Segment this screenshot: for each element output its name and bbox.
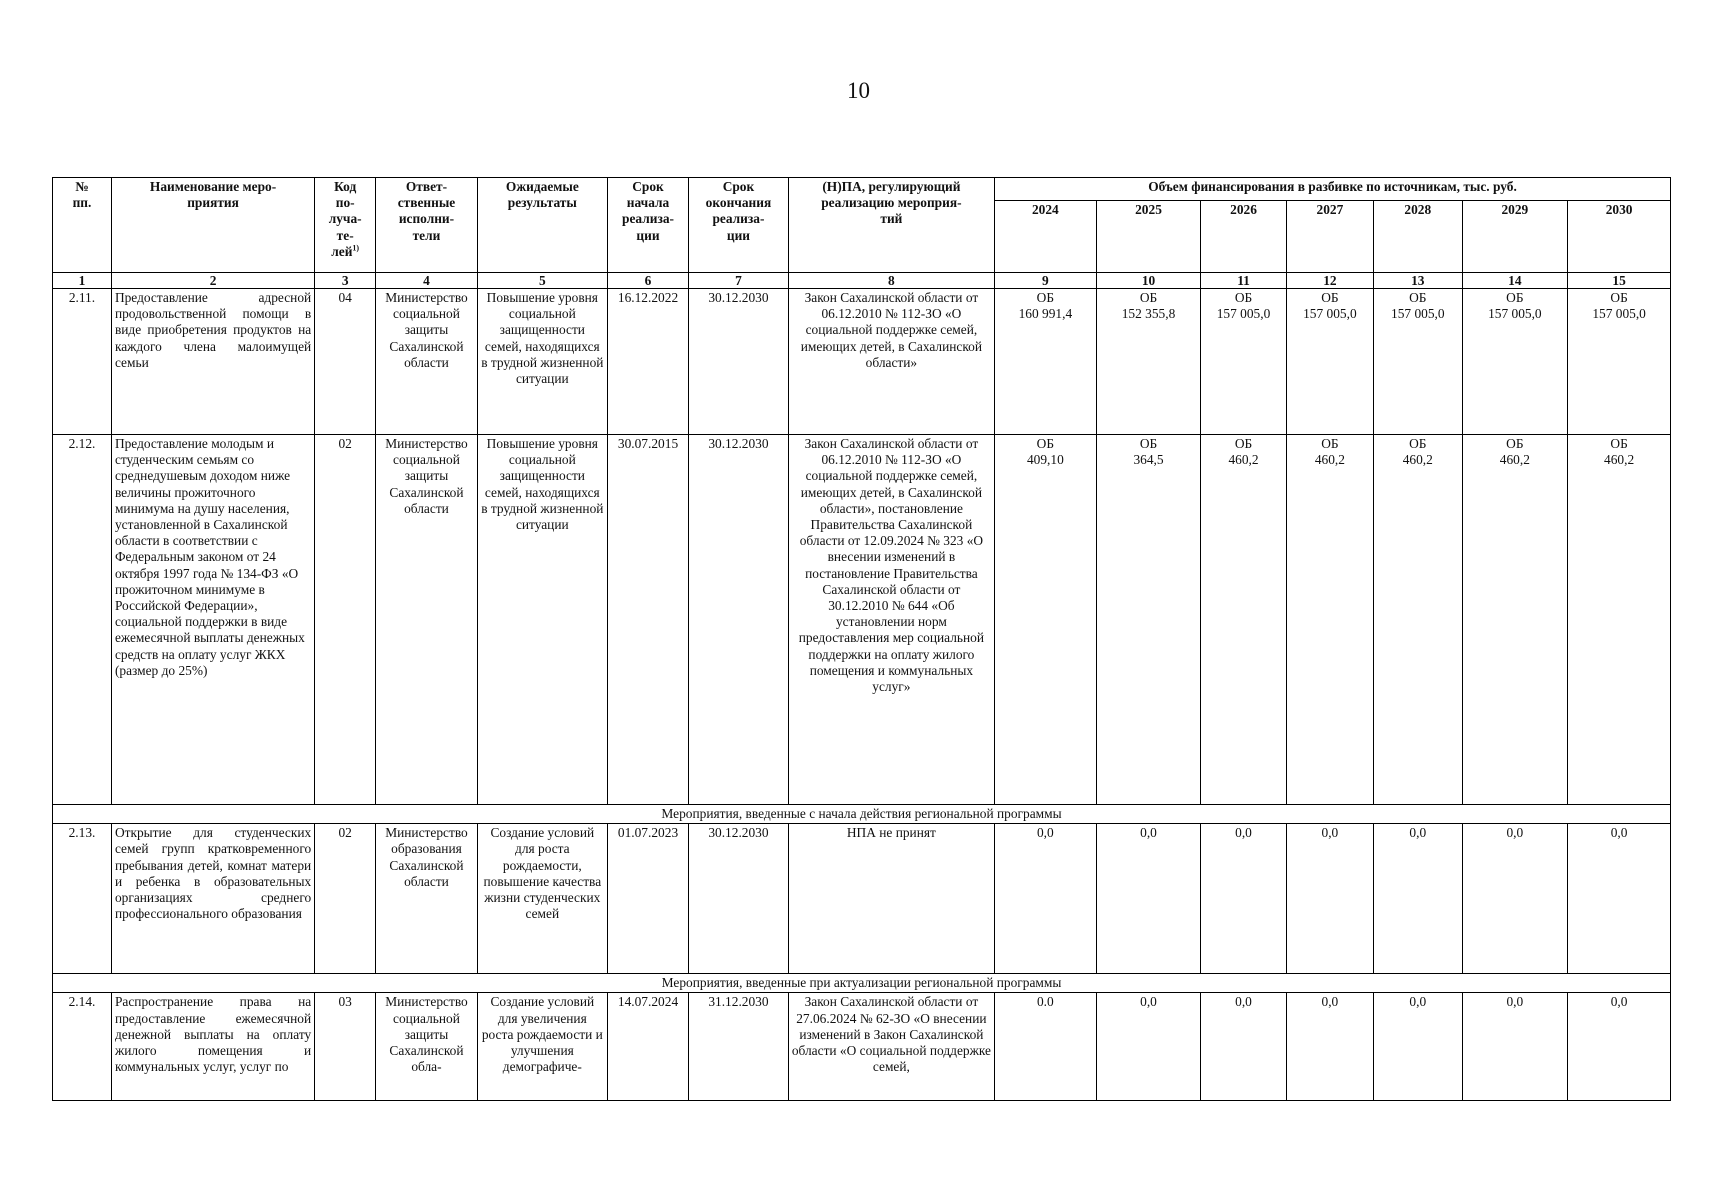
funding-value: 160 991,4	[1018, 306, 1073, 322]
funding-source: ОБ	[1506, 436, 1524, 451]
section-separator-initial: Мероприятия, введенные с начала действия региональной программы	[53, 805, 1671, 824]
funding-value: 0,0	[1462, 824, 1568, 974]
funding-cell	[995, 289, 1097, 435]
column-number: 14	[1462, 273, 1568, 289]
header-funding: Объем финансирования в разбивке по источникам, тыс. руб.	[995, 178, 1671, 201]
row-npa: Закон Сахалинской области от 27.06.2024 № 62-ЗО «О внесении изменений в Закон Сахалинской области «О социальной поддержке семей,	[788, 993, 994, 1101]
section-separator-row	[53, 805, 1671, 824]
header-code-footnote: 1)	[352, 243, 360, 253]
funding-value: 0,0	[1201, 993, 1286, 1101]
funding-cell	[995, 435, 1097, 805]
column-number: 15	[1568, 273, 1671, 289]
row-code: 02	[315, 824, 376, 974]
header-code-text: Код по- луча- те- лей	[328, 179, 362, 259]
funding-value: 460,2	[1228, 452, 1259, 468]
funding-source: ОБ	[1610, 436, 1628, 451]
column-number: 12	[1286, 273, 1373, 289]
table-row-2-14	[53, 993, 1671, 1101]
header-year: 2024	[995, 201, 1097, 273]
funding-value: 157 005,0	[1216, 306, 1271, 322]
header-year: 2029	[1462, 201, 1568, 273]
column-number: 3	[315, 273, 376, 289]
header-code	[315, 178, 376, 273]
row-result: Создание условий для увеличения роста рождаемости и улучшения демографиче-	[477, 993, 607, 1101]
row-executor: Министерство социальной защиты Сахалинской области	[376, 289, 478, 435]
funding-source: ОБ	[1409, 436, 1427, 451]
column-number: 13	[1374, 273, 1462, 289]
row-end: 30.12.2030	[689, 289, 789, 435]
funding-cell	[1568, 435, 1671, 805]
funding-value: 460,2	[1499, 452, 1530, 468]
row-executor: Министерство социальной защиты Сахалинской области	[376, 435, 478, 805]
row-name: Предоставление молодым и студенческим семьям со среднедушевым доходом ниже величины прожиточного минимума на душу населения, установленной в Сахалинской области в соответствии с Федеральным законом от 24 октября 1997 года № 134-ФЗ «О прожиточном минимуме в Российской Федерации», социальной поддержки в виде ежемесячной выплаты денежных средств на оплату услуг ЖКХ (размер до 25%)	[111, 435, 314, 805]
funding-value: 0,0	[1462, 993, 1568, 1101]
header-result: Ожидаемые результаты	[477, 178, 607, 273]
column-number-row	[53, 273, 1671, 289]
funding-source: ОБ	[1234, 290, 1253, 305]
column-number: 8	[788, 273, 994, 289]
row-executor: Министерство социальной защиты Сахалинской обла-	[376, 993, 478, 1101]
funding-source: ОБ	[1036, 290, 1055, 305]
funding-value: 0,0	[1374, 824, 1462, 974]
funding-cell	[1462, 289, 1568, 435]
column-number: 2	[111, 273, 314, 289]
funding-cell	[1096, 289, 1201, 435]
funding-value: 157 005,0	[1592, 306, 1646, 322]
row-code: 03	[315, 993, 376, 1101]
funding-value: 460,2	[1314, 452, 1345, 468]
funding-source: ОБ	[1506, 290, 1524, 305]
row-start: 14.07.2024	[607, 993, 688, 1101]
row-num: 2.14.	[53, 993, 112, 1101]
funding-value: 460,2	[1402, 452, 1433, 468]
program-measures-table	[52, 177, 1671, 1101]
row-name: Открытие для студенческих семей групп кратковременного пребывания детей, комнат матери и ребенка в образовательных организациях среднего профессионального образования	[111, 824, 314, 974]
column-number: 10	[1096, 273, 1201, 289]
row-name: Распространение права на предоставление ежемесячной денежной выплаты на оплату жилого помещения и коммунальных услуг, услуг по	[111, 993, 314, 1101]
header-year: 2026	[1201, 201, 1286, 273]
funding-cell	[1286, 435, 1373, 805]
funding-value: 0,0	[1374, 993, 1462, 1101]
row-executor: Министерство образования Сахалинской области	[376, 824, 478, 974]
row-num: 2.11.	[53, 289, 112, 435]
row-start: 30.07.2015	[607, 435, 688, 805]
header-year: 2030	[1568, 201, 1671, 273]
funding-value: 157 005,0	[1391, 306, 1445, 322]
funding-value: 0,0	[995, 824, 1097, 974]
funding-cell	[1201, 289, 1286, 435]
funding-cell	[1568, 289, 1671, 435]
row-result: Повышение уровня социальной защищенности семей, находящихся в трудной жизненной ситуации	[477, 289, 607, 435]
funding-value: 0,0	[1096, 824, 1201, 974]
funding-value: 157 005,0	[1488, 306, 1542, 322]
funding-value: 409,10	[1026, 452, 1064, 468]
funding-source: ОБ	[1234, 436, 1253, 451]
funding-source: ОБ	[1321, 436, 1339, 451]
row-num: 2.12.	[53, 435, 112, 805]
column-number: 11	[1201, 273, 1286, 289]
header-executor: Ответ- ственные исполни- тели	[376, 178, 478, 273]
header-npa: (Н)ПА, регулирующий реализацию мероприя- тий	[788, 178, 994, 273]
row-code: 02	[315, 435, 376, 805]
row-npa: НПА не принят	[788, 824, 994, 974]
funding-value: 0,0	[1286, 993, 1373, 1101]
row-code: 04	[315, 289, 376, 435]
funding-cell	[1201, 435, 1286, 805]
table-row-2-13	[53, 824, 1671, 974]
funding-value: 0.0	[995, 993, 1097, 1101]
column-number: 4	[376, 273, 478, 289]
row-end: 31.12.2030	[689, 993, 789, 1101]
row-npa: Закон Сахалинской области от 06.12.2010 № 112-ЗО «О социальной поддержке семей, имеющих детей, в Сахалинской области»	[788, 289, 994, 435]
funding-value: 152 355,8	[1121, 306, 1176, 322]
column-number: 5	[477, 273, 607, 289]
table-row-2-11	[53, 289, 1671, 435]
row-result: Повышение уровня социальной защищенности семей, находящихся в трудной жизненной ситуации	[477, 435, 607, 805]
funding-source: ОБ	[1036, 436, 1055, 451]
funding-source: ОБ	[1139, 290, 1158, 305]
funding-source: ОБ	[1321, 290, 1339, 305]
header-year: 2027	[1286, 201, 1373, 273]
funding-cell	[1374, 435, 1462, 805]
funding-value: 0,0	[1201, 824, 1286, 974]
funding-cell	[1286, 289, 1373, 435]
row-end: 30.12.2030	[689, 824, 789, 974]
funding-value: 0,0	[1568, 824, 1671, 974]
header-year: 2025	[1096, 201, 1201, 273]
funding-value: 0,0	[1096, 993, 1201, 1101]
funding-value: 460,2	[1604, 452, 1635, 468]
header-row	[53, 178, 1671, 201]
header-end: Срок окончания реализа- ции	[689, 178, 789, 273]
row-start: 16.12.2022	[607, 289, 688, 435]
funding-value: 364,5	[1133, 452, 1164, 468]
row-end: 30.12.2030	[689, 435, 789, 805]
funding-value: 0,0	[1286, 824, 1373, 974]
header-start: Срок начала реализа- ции	[607, 178, 688, 273]
table-row-2-12	[53, 435, 1671, 805]
column-number: 9	[995, 273, 1097, 289]
row-name: Предоставление адресной продовольственной помощи в виде приобретения продуктов на каждого члена малоимущей семьи	[111, 289, 314, 435]
column-number: 7	[689, 273, 789, 289]
column-number: 1	[53, 273, 112, 289]
section-separator-row	[53, 974, 1671, 993]
funding-value: 157 005,0	[1303, 306, 1357, 322]
header-year: 2028	[1374, 201, 1462, 273]
funding-cell	[1096, 435, 1201, 805]
funding-source: ОБ	[1409, 290, 1427, 305]
funding-cell	[1374, 289, 1462, 435]
header-name: Наименование меро- приятия	[111, 178, 314, 273]
funding-source: ОБ	[1139, 436, 1158, 451]
row-result: Создание условий для роста рождаемости, повышение качества жизни студенческих семей	[477, 824, 607, 974]
funding-cell	[1462, 435, 1568, 805]
row-npa: Закон Сахалинской области от 06.12.2010 № 112-ЗО «О социальной поддержке семей, имеющих детей, в Сахалинской области», постановление Правительства Сахалинской области от 12.09.2024 № 323 «О внесении изменений в постановление Правительства Сахалинской области от 30.12.2010 № 644 «Об установлении норм предоставления мер социальной поддержки на оплату жилого помещения и коммунальных услуг»	[788, 435, 994, 805]
column-number: 6	[607, 273, 688, 289]
row-start: 01.07.2023	[607, 824, 688, 974]
row-num: 2.13.	[53, 824, 112, 974]
header-num: № пп.	[53, 178, 112, 273]
page-number: 10	[847, 78, 870, 103]
funding-value: 0,0	[1568, 993, 1671, 1101]
section-separator-update: Мероприятия, введенные при актуализации региональной программы	[53, 974, 1671, 993]
funding-source: ОБ	[1610, 290, 1628, 305]
